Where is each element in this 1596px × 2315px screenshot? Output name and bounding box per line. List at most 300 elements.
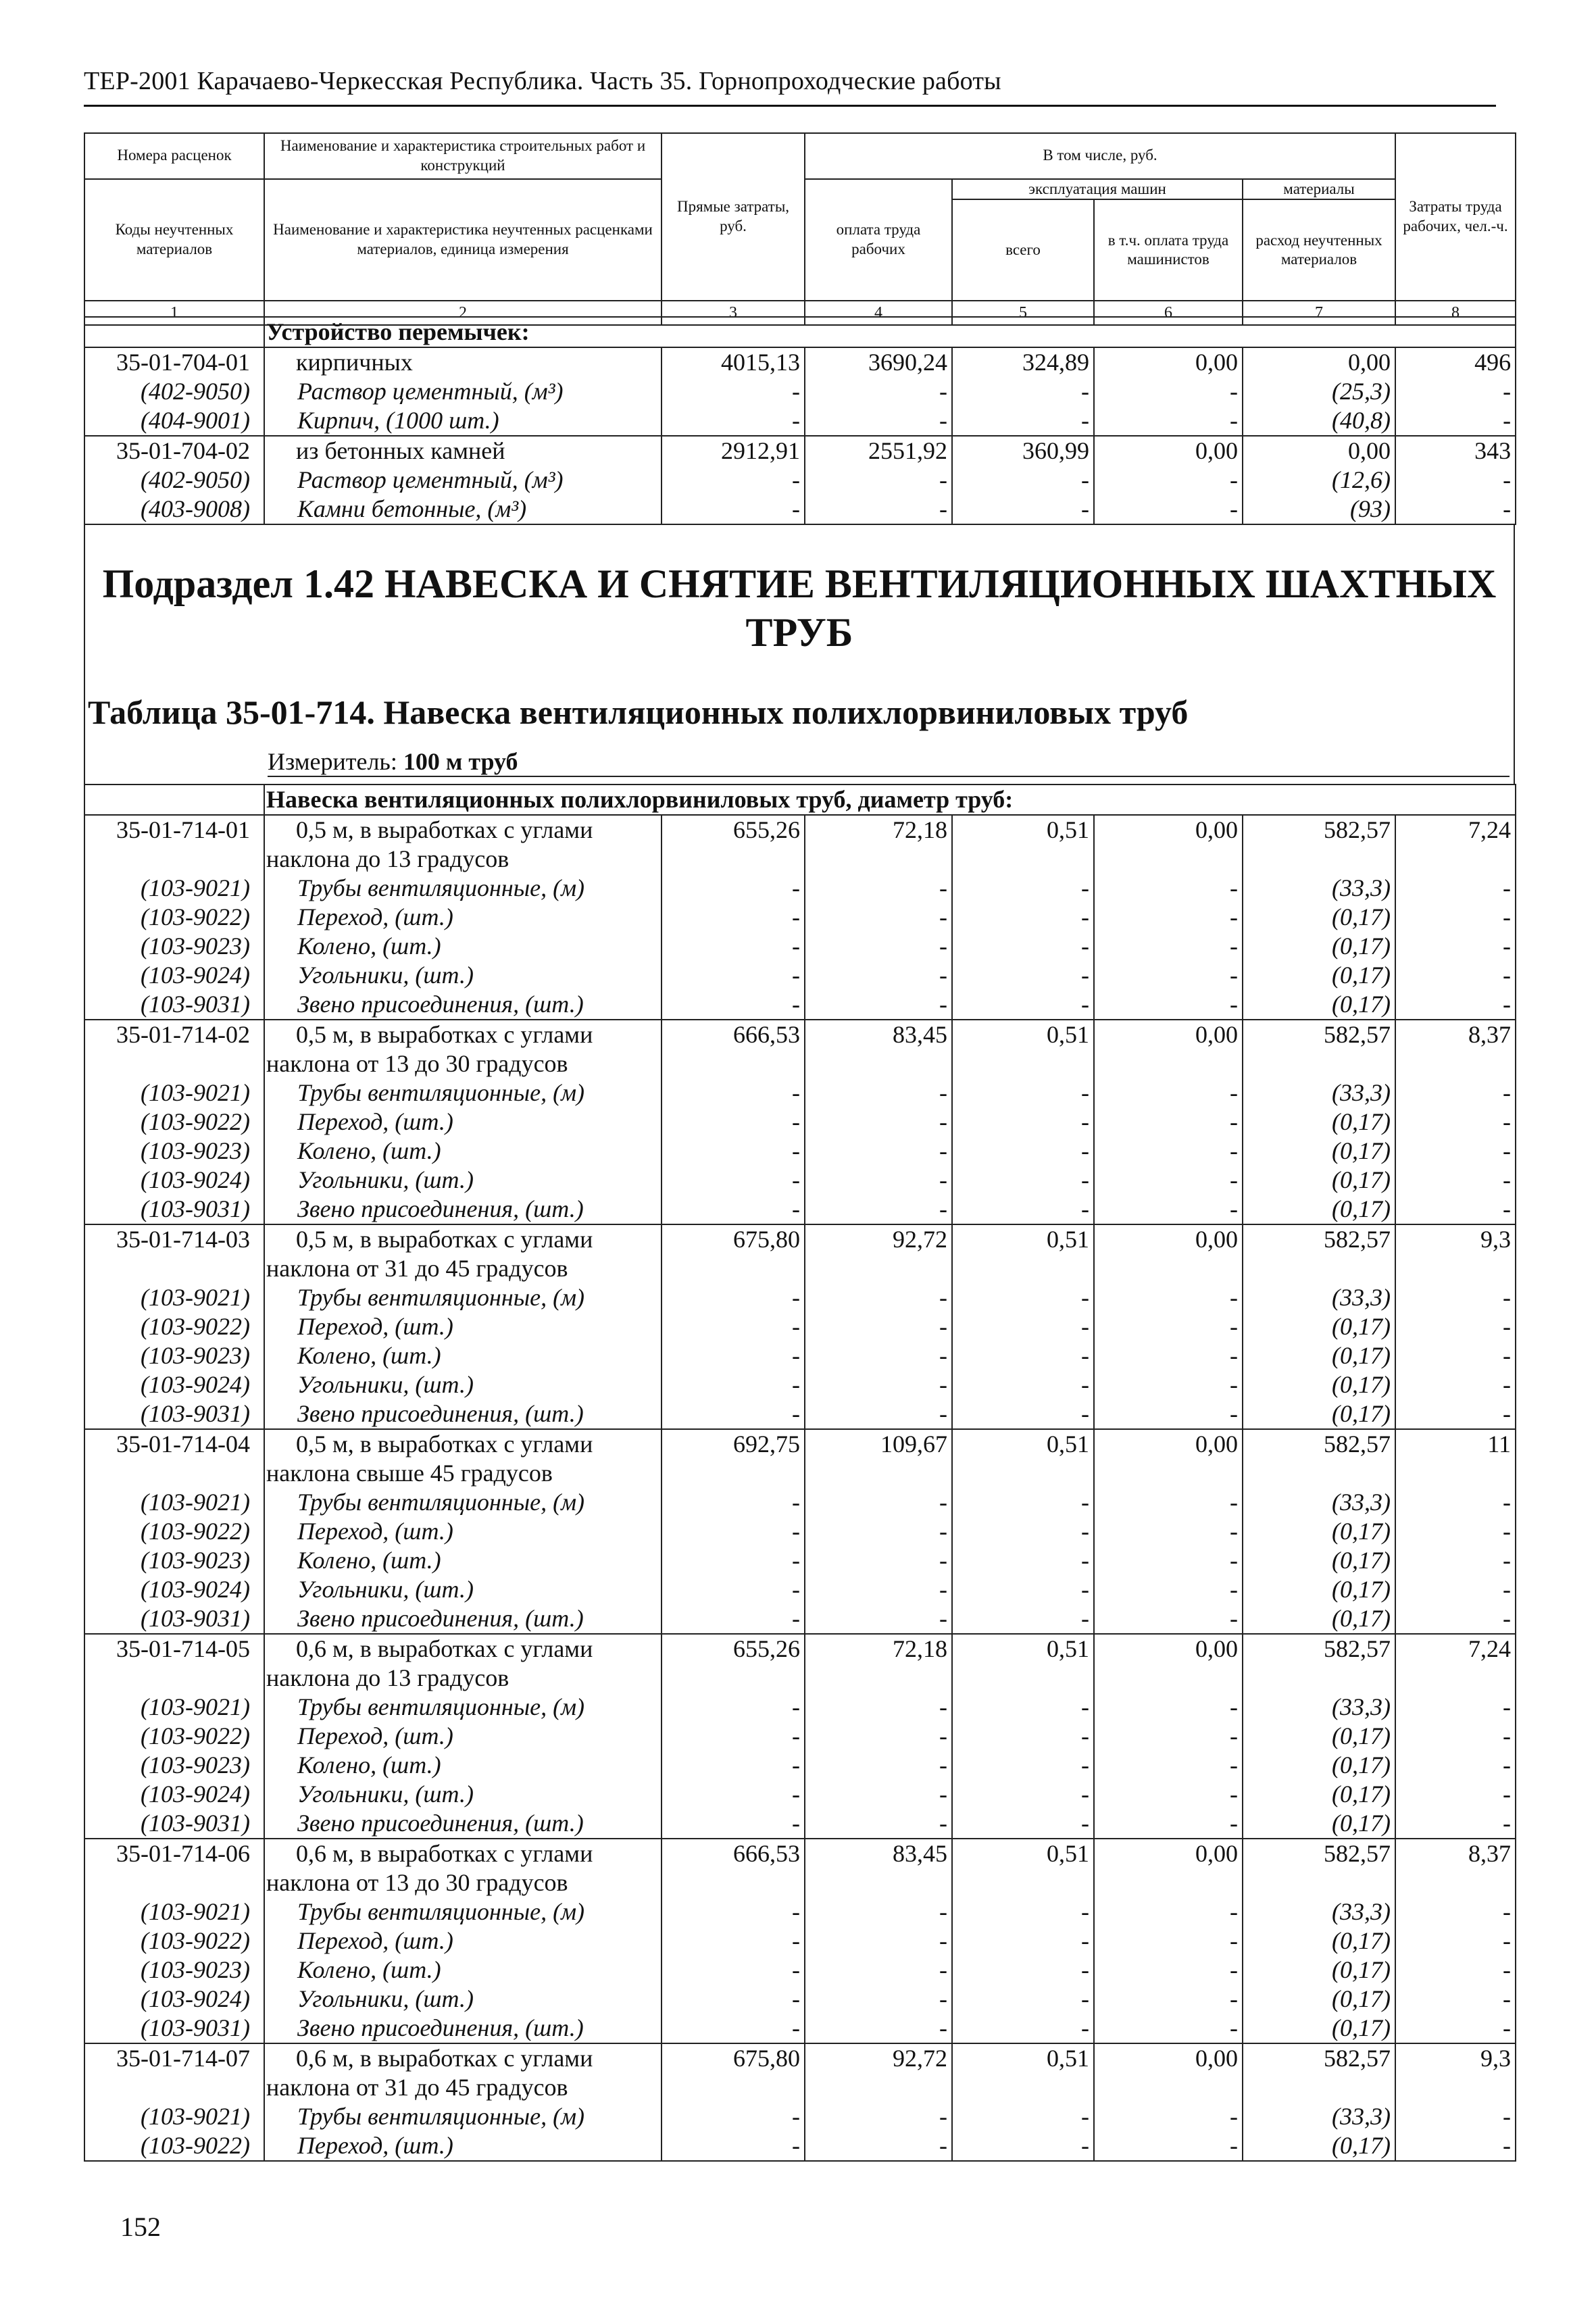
material-code: (103-9024): [84, 1166, 264, 1195]
group-title-row: [84, 785, 1516, 815]
machine-total-value: -: [952, 1575, 1094, 1604]
material-consumption-value: (0,17): [1243, 1399, 1395, 1429]
labor-hours-value: -: [1395, 1809, 1516, 1839]
measure-value: 100 м труб: [403, 748, 518, 775]
material-name: Звено присоединения, (шт.): [264, 2014, 662, 2043]
material-consumption-value: (33,3): [1243, 1897, 1395, 1926]
labor-hours-value: -: [1395, 1722, 1516, 1751]
direct-costs-value: -: [662, 1926, 805, 1956]
machine-total-value: -: [952, 1985, 1094, 2014]
machine-total-value: -: [952, 1956, 1094, 1985]
material-consumption-value: (0,17): [1243, 1341, 1395, 1370]
empty-value-cell: [952, 1049, 1094, 1078]
material-name: Переход, (шт.): [264, 1926, 662, 1956]
material-consumption-value: 582,57: [1243, 1020, 1395, 1049]
empty-value-cell: [805, 845, 952, 874]
empty-value-cell: [1094, 845, 1243, 874]
material-name: Раствор цементный, (м³): [264, 466, 662, 495]
material-row: [84, 874, 1516, 903]
material-name: Колено, (шт.): [264, 1956, 662, 1985]
machine-total-value: -: [952, 2014, 1094, 2043]
measure-rule: [268, 776, 1510, 777]
empty-value-cell: [1395, 845, 1516, 874]
material-row: [84, 1546, 1516, 1575]
machine-total-value: -: [952, 1107, 1094, 1137]
column-number: 1: [84, 301, 264, 325]
header-materials: материалы: [1243, 179, 1395, 200]
column-number: 5: [952, 301, 1094, 325]
material-code: (103-9021): [84, 1283, 264, 1312]
direct-costs-value: 692,75: [662, 1429, 805, 1459]
machine-total-value: -: [952, 406, 1094, 436]
work-description: наклона от 13 до 30 градусов: [264, 1049, 662, 1078]
empty-value-cell: [1094, 2073, 1243, 2102]
worker-pay-value: -: [805, 1985, 952, 2014]
operator-pay-value: -: [1094, 1517, 1243, 1546]
worker-pay-value: -: [805, 2014, 952, 2043]
worker-pay-value: -: [805, 1370, 952, 1399]
material-consumption-value: 582,57: [1243, 1839, 1395, 1868]
operator-pay-value: 0,00: [1094, 1634, 1243, 1664]
header-labor-hours: Затраты труда рабочих, чел.-ч.: [1395, 133, 1516, 301]
direct-costs-value: -: [662, 495, 805, 524]
material-code: (103-9021): [84, 1897, 264, 1926]
labor-hours-value: -: [1395, 495, 1516, 524]
rate-code: 35-01-714-07: [84, 2043, 264, 2073]
material-row: [84, 1897, 1516, 1926]
header-work-name: Наименование и характеристика строительных работ и конструкций: [264, 133, 662, 179]
worker-pay-value: -: [805, 932, 952, 961]
empty-value-cell: [952, 1254, 1094, 1283]
material-code: (103-9024): [84, 1780, 264, 1809]
rate-code: 35-01-714-06: [84, 1839, 264, 1868]
material-consumption-value: (0,17): [1243, 1370, 1395, 1399]
empty-value-cell: [805, 1254, 952, 1283]
labor-hours-value: -: [1395, 1926, 1516, 1956]
direct-costs-value: -: [662, 1897, 805, 1926]
operator-pay-value: 0,00: [1094, 1224, 1243, 1254]
operator-pay-value: -: [1094, 1341, 1243, 1370]
machine-total-value: 360,99: [952, 436, 1094, 466]
column-number: 4: [805, 301, 952, 325]
direct-costs-value: -: [662, 932, 805, 961]
material-row: [84, 1370, 1516, 1399]
machine-total-value: -: [952, 495, 1094, 524]
rate-code: 35-01-704-01: [84, 347, 264, 377]
empty-value-cell: [952, 2073, 1094, 2102]
empty-value-cell: [662, 1254, 805, 1283]
machine-total-value: -: [952, 1751, 1094, 1780]
material-code: (402-9050): [84, 377, 264, 406]
labor-hours-value: 7,24: [1395, 1634, 1516, 1664]
direct-costs-value: -: [662, 1575, 805, 1604]
labor-hours-value: -: [1395, 1195, 1516, 1224]
direct-costs-value: -: [662, 961, 805, 990]
material-row: [84, 2131, 1516, 2161]
machine-total-value: -: [952, 932, 1094, 961]
material-name: Переход, (шт.): [264, 2131, 662, 2161]
material-consumption-value: (0,17): [1243, 1312, 1395, 1341]
material-consumption-value: (0,17): [1243, 1575, 1395, 1604]
material-name: Звено присоединения, (шт.): [264, 1809, 662, 1839]
machine-total-value: -: [952, 961, 1094, 990]
material-name: Трубы вентиляционные, (м): [264, 1488, 662, 1517]
direct-costs-value: -: [662, 466, 805, 495]
material-consumption-value: 582,57: [1243, 2043, 1395, 2073]
material-name: Угольники, (шт.): [264, 961, 662, 990]
material-consumption-value: 0,00: [1243, 436, 1395, 466]
material-consumption-value: (0,17): [1243, 1780, 1395, 1809]
empty-value-cell: [1395, 1459, 1516, 1488]
direct-costs-value: -: [662, 1488, 805, 1517]
machine-total-value: -: [952, 1399, 1094, 1429]
labor-hours-value: 8,37: [1395, 1020, 1516, 1049]
worker-pay-value: -: [805, 1809, 952, 1839]
empty-value-cell: [1243, 1868, 1395, 1897]
material-code: (103-9021): [84, 1078, 264, 1107]
machine-total-value: -: [952, 1488, 1094, 1517]
worker-pay-value: -: [805, 1107, 952, 1137]
operator-pay-value: -: [1094, 1283, 1243, 1312]
direct-costs-value: -: [662, 1137, 805, 1166]
direct-costs-value: -: [662, 1166, 805, 1195]
material-name: Переход, (шт.): [264, 1722, 662, 1751]
rate-row: [84, 815, 1516, 845]
description-continuation-row: [84, 1664, 1516, 1693]
worker-pay-value: -: [805, 1897, 952, 1926]
material-row: [84, 1780, 1516, 1809]
direct-costs-value: -: [662, 1078, 805, 1107]
direct-costs-value: -: [662, 2131, 805, 2161]
machine-total-value: -: [952, 1780, 1094, 1809]
machine-total-value: -: [952, 1546, 1094, 1575]
page-header: ТЕР-2001 Карачаево-Черкесская Республика. Часть 35. Горнопроходческие работы: [84, 67, 1001, 95]
material-row: [84, 1693, 1516, 1722]
material-row: [84, 1809, 1516, 1839]
material-name: Звено присоединения, (шт.): [264, 1399, 662, 1429]
labor-hours-value: -: [1395, 1370, 1516, 1399]
material-row: [84, 1751, 1516, 1780]
material-row: [84, 1283, 1516, 1312]
material-row: [84, 1722, 1516, 1751]
operator-pay-value: -: [1094, 1985, 1243, 2014]
worker-pay-value: 92,72: [805, 2043, 952, 2073]
empty-value-cell: [662, 1868, 805, 1897]
worker-pay-value: 83,45: [805, 1839, 952, 1868]
material-consumption-value: 582,57: [1243, 1429, 1395, 1459]
material-name: Угольники, (шт.): [264, 1575, 662, 1604]
material-row: [84, 1195, 1516, 1224]
empty-value-cell: [805, 1049, 952, 1078]
labor-hours-value: -: [1395, 1956, 1516, 1985]
empty-code-cell: [84, 1868, 264, 1897]
rate-row: [84, 1839, 1516, 1868]
material-name: Угольники, (шт.): [264, 1166, 662, 1195]
column-number: 2: [264, 301, 662, 325]
header-including: В том числе, руб.: [805, 133, 1395, 179]
material-row: [84, 406, 1516, 436]
empty-value-cell: [1094, 1049, 1243, 1078]
rate-row: [84, 1634, 1516, 1664]
direct-costs-value: -: [662, 1693, 805, 1722]
group-title-pipe-diameter: Навеска вентиляционных полихлорвиниловых труб, диаметр труб:: [264, 785, 1516, 815]
material-code: (103-9023): [84, 1956, 264, 1985]
material-row: [84, 903, 1516, 932]
material-consumption-value: (0,17): [1243, 1604, 1395, 1634]
machine-total-value: -: [952, 874, 1094, 903]
material-name: Трубы вентиляционные, (м): [264, 1283, 662, 1312]
material-consumption-value: (0,17): [1243, 1985, 1395, 2014]
labor-hours-value: -: [1395, 903, 1516, 932]
material-consumption-value: (40,8): [1243, 406, 1395, 436]
worker-pay-value: -: [805, 961, 952, 990]
worker-pay-value: 3690,24: [805, 347, 952, 377]
material-code: (103-9031): [84, 1604, 264, 1634]
labor-hours-value: 11: [1395, 1429, 1516, 1459]
material-name: Переход, (шт.): [264, 1312, 662, 1341]
machine-total-value: -: [952, 466, 1094, 495]
header-machine-operation: эксплуатация машин: [952, 179, 1243, 200]
labor-hours-value: 496: [1395, 347, 1516, 377]
empty-code-cell: [84, 845, 264, 874]
labor-hours-value: -: [1395, 1107, 1516, 1137]
operator-pay-value: -: [1094, 903, 1243, 932]
measure-unit: [268, 747, 518, 776]
material-consumption-value: (0,17): [1243, 2014, 1395, 2043]
empty-value-cell: [805, 1459, 952, 1488]
machine-total-value: 324,89: [952, 347, 1094, 377]
material-name: Угольники, (шт.): [264, 1985, 662, 2014]
material-name: Трубы вентиляционные, (м): [264, 1078, 662, 1107]
table-title: Таблица 35-01-714. Навеска вентиляционных полихлорвиниловых труб: [88, 693, 1189, 731]
worker-pay-value: 109,67: [805, 1429, 952, 1459]
material-row: [84, 1575, 1516, 1604]
work-description: наклона до 13 градусов: [264, 845, 662, 874]
material-name: Угольники, (шт.): [264, 1370, 662, 1399]
machine-total-value: -: [952, 1312, 1094, 1341]
material-code: (103-9024): [84, 961, 264, 990]
material-code: (103-9031): [84, 990, 264, 1020]
rate-code: 35-01-714-02: [84, 1020, 264, 1049]
column-number: 7: [1243, 301, 1395, 325]
labor-hours-value: -: [1395, 1751, 1516, 1780]
operator-pay-value: 0,00: [1094, 1020, 1243, 1049]
operator-pay-value: -: [1094, 1137, 1243, 1166]
operator-pay-value: -: [1094, 1166, 1243, 1195]
worker-pay-value: -: [805, 1078, 952, 1107]
worker-pay-value: -: [805, 1399, 952, 1429]
material-name: Переход, (шт.): [264, 1107, 662, 1137]
rate-row: [84, 1020, 1516, 1049]
material-consumption-value: (0,17): [1243, 961, 1395, 990]
direct-costs-value: -: [662, 1546, 805, 1575]
labor-hours-value: -: [1395, 1546, 1516, 1575]
worker-pay-value: -: [805, 1693, 952, 1722]
rate-row: [84, 347, 1516, 377]
labor-hours-value: -: [1395, 1283, 1516, 1312]
direct-costs-value: 675,80: [662, 2043, 805, 2073]
direct-costs-value: -: [662, 903, 805, 932]
work-description: 0,5 м, в выработках с углами: [264, 1224, 662, 1254]
machine-total-value: -: [952, 1722, 1094, 1751]
direct-costs-value: -: [662, 377, 805, 406]
labor-hours-value: -: [1395, 1780, 1516, 1809]
material-consumption-value: (0,17): [1243, 1166, 1395, 1195]
rate-row: [84, 1224, 1516, 1254]
direct-costs-value: 655,26: [662, 1634, 805, 1664]
direct-costs-value: -: [662, 874, 805, 903]
worker-pay-value: -: [805, 990, 952, 1020]
worker-pay-value: 2551,92: [805, 436, 952, 466]
worker-pay-value: -: [805, 2102, 952, 2131]
group-title-lintels: Устройство перемычек:: [264, 317, 1516, 347]
operator-pay-value: -: [1094, 1897, 1243, 1926]
material-code: (103-9022): [84, 1107, 264, 1137]
direct-costs-value: -: [662, 406, 805, 436]
worker-pay-value: -: [805, 1604, 952, 1634]
material-code: (103-9024): [84, 1370, 264, 1399]
column-number: 3: [662, 301, 805, 325]
machine-total-value: 0,51: [952, 1839, 1094, 1868]
empty-value-cell: [1243, 1664, 1395, 1693]
rate-row: [84, 2043, 1516, 2073]
labor-hours-value: 7,24: [1395, 815, 1516, 845]
direct-costs-value: -: [662, 2014, 805, 2043]
header-operator-pay: в т.ч. оплата труда машинистов: [1094, 199, 1243, 301]
operator-pay-value: -: [1094, 1078, 1243, 1107]
machine-total-value: -: [952, 1926, 1094, 1956]
operator-pay-value: -: [1094, 1809, 1243, 1839]
empty-value-cell: [1094, 1664, 1243, 1693]
direct-costs-value: 666,53: [662, 1020, 805, 1049]
material-code: (103-9022): [84, 1517, 264, 1546]
worker-pay-value: -: [805, 466, 952, 495]
work-description: 0,5 м, в выработках с углами: [264, 1429, 662, 1459]
work-description: наклона от 31 до 45 градусов: [264, 2073, 662, 2102]
material-row: [84, 1312, 1516, 1341]
operator-pay-value: -: [1094, 1107, 1243, 1137]
work-description: наклона от 13 до 30 градусов: [264, 1868, 662, 1897]
header-machine-total: всего: [952, 199, 1094, 301]
labor-hours-value: -: [1395, 1897, 1516, 1926]
material-code: (103-9023): [84, 932, 264, 961]
worker-pay-value: -: [805, 874, 952, 903]
operator-pay-value: -: [1094, 406, 1243, 436]
rate-row: [84, 1429, 1516, 1459]
machine-total-value: -: [952, 1809, 1094, 1839]
labor-hours-value: -: [1395, 874, 1516, 903]
header-material-names: Наименование и характеристика неучтенных расценками материалов, единица измерения: [264, 179, 662, 301]
direct-costs-value: -: [662, 1195, 805, 1224]
material-consumption-value: (0,17): [1243, 1751, 1395, 1780]
empty-value-cell: [662, 2073, 805, 2102]
work-description: 0,5 м, в выработках с углами: [264, 1020, 662, 1049]
material-name: Кирпич, (1000 шт.): [264, 406, 662, 436]
material-row: [84, 1488, 1516, 1517]
machine-total-value: 0,51: [952, 2043, 1094, 2073]
worker-pay-value: -: [805, 1575, 952, 1604]
machine-total-value: -: [952, 2102, 1094, 2131]
direct-costs-value: -: [662, 1751, 805, 1780]
operator-pay-value: -: [1094, 990, 1243, 1020]
worker-pay-value: -: [805, 1926, 952, 1956]
material-consumption-value: 582,57: [1243, 815, 1395, 845]
work-description: наклона свыше 45 градусов: [264, 1459, 662, 1488]
material-row: [84, 1956, 1516, 1985]
material-consumption-value: (0,17): [1243, 1107, 1395, 1137]
empty-value-cell: [1243, 1254, 1395, 1283]
machine-total-value: -: [952, 377, 1094, 406]
direct-costs-value: -: [662, 1722, 805, 1751]
section-block: [84, 524, 1515, 784]
section-title: Подраздел 1.42 НАВЕСКА И СНЯТИЕ ВЕНТИЛЯЦИОННЫХ ШАХТНЫХ ТРУБ: [102, 562, 1497, 655]
machine-total-value: 0,51: [952, 1634, 1094, 1664]
description-continuation-row: [84, 845, 1516, 874]
operator-pay-value: -: [1094, 2102, 1243, 2131]
machine-total-value: -: [952, 1341, 1094, 1370]
material-consumption-value: (12,6): [1243, 466, 1395, 495]
work-description: наклона до 13 градусов: [264, 1664, 662, 1693]
labor-hours-value: -: [1395, 1604, 1516, 1634]
worker-pay-value: -: [805, 1546, 952, 1575]
labor-hours-value: -: [1395, 2014, 1516, 2043]
labor-hours-value: -: [1395, 1575, 1516, 1604]
labor-hours-value: 343: [1395, 436, 1516, 466]
material-name: Трубы вентиляционные, (м): [264, 874, 662, 903]
machine-total-value: 0,51: [952, 1429, 1094, 1459]
material-row: [84, 377, 1516, 406]
material-code: (103-9022): [84, 903, 264, 932]
material-consumption-value: (33,3): [1243, 1283, 1395, 1312]
labor-hours-value: -: [1395, 2131, 1516, 2161]
material-row: [84, 961, 1516, 990]
worker-pay-value: -: [805, 1488, 952, 1517]
empty-value-cell: [952, 845, 1094, 874]
operator-pay-value: -: [1094, 1575, 1243, 1604]
material-consumption-value: (0,17): [1243, 1517, 1395, 1546]
material-code: (103-9021): [84, 1693, 264, 1722]
worker-pay-value: -: [805, 1517, 952, 1546]
direct-costs-value: -: [662, 990, 805, 1020]
material-code: (103-9024): [84, 1575, 264, 1604]
material-row: [84, 1517, 1516, 1546]
header-material-consumption: расход неучтенных материалов: [1243, 199, 1395, 301]
empty-value-cell: [1395, 1868, 1516, 1897]
material-name: Трубы вентиляционные, (м): [264, 1897, 662, 1926]
operator-pay-value: -: [1094, 874, 1243, 903]
machine-total-value: -: [952, 1137, 1094, 1166]
material-name: Трубы вентиляционные, (м): [264, 2102, 662, 2131]
page-number: 152: [120, 2212, 161, 2242]
empty-value-cell: [1094, 1459, 1243, 1488]
material-code: (103-9023): [84, 1341, 264, 1370]
empty-code-cell: [84, 2073, 264, 2102]
operator-pay-value: 0,00: [1094, 436, 1243, 466]
worker-pay-value: -: [805, 1283, 952, 1312]
description-continuation-row: [84, 1459, 1516, 1488]
operator-pay-value: -: [1094, 1926, 1243, 1956]
worker-pay-value: -: [805, 1722, 952, 1751]
material-row: [84, 466, 1516, 495]
material-row: [84, 1137, 1516, 1166]
empty-value-cell: [1395, 1254, 1516, 1283]
operator-pay-value: 0,00: [1094, 1429, 1243, 1459]
header-rate-number: Номера расценок: [84, 133, 264, 179]
operator-pay-value: -: [1094, 1780, 1243, 1809]
direct-costs-value: -: [662, 1985, 805, 2014]
labor-hours-value: -: [1395, 932, 1516, 961]
empty-code-cell: [84, 1664, 264, 1693]
